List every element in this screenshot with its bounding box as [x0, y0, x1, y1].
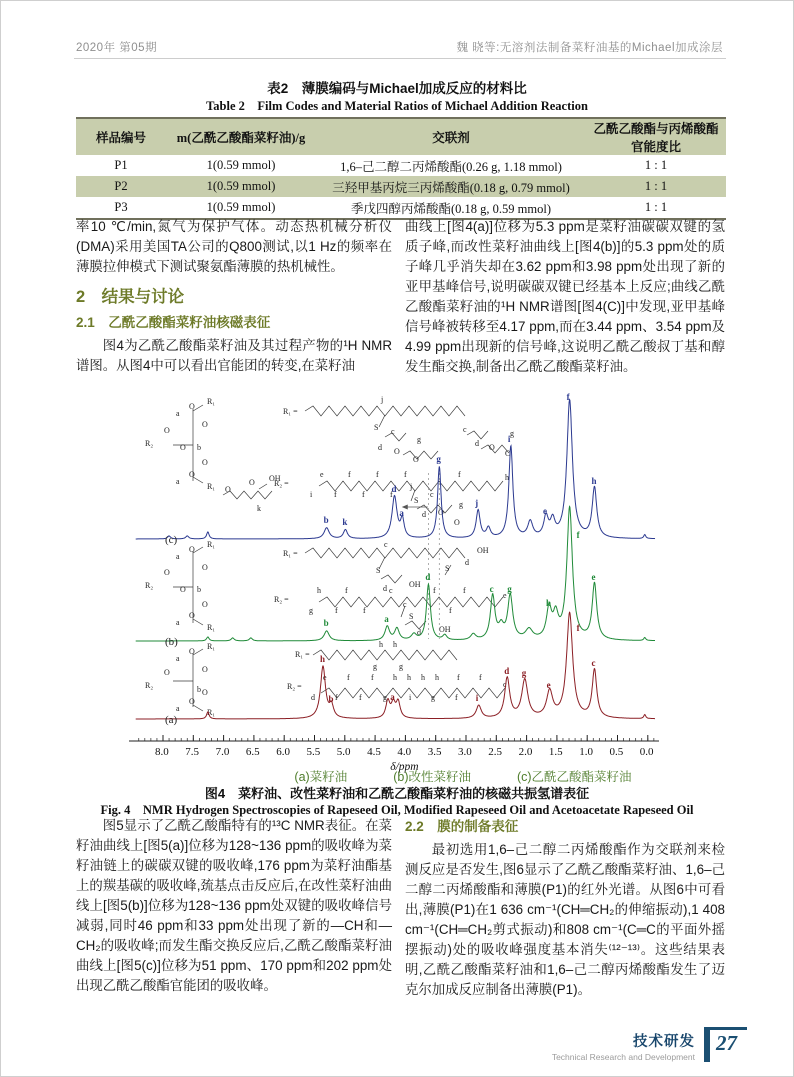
svg-text:f: f	[390, 490, 393, 499]
figure-caption-zh: 图4 菜籽油、改性菜籽油和乙酰乙酸酯菜籽油的核磁共振氢谱表征	[204, 786, 590, 801]
svg-text:h: h	[505, 473, 509, 482]
svg-text:R₂: R₂	[145, 439, 154, 448]
table-cell: P1	[114, 158, 128, 172]
svg-text:a: a	[176, 618, 180, 627]
table-header-cell: 样品编号	[76, 118, 166, 155]
column-bottom-left	[76, 816, 392, 996]
svg-text:f: f	[362, 490, 365, 499]
svg-text:f: f	[433, 586, 436, 595]
svg-text:h: h	[393, 673, 397, 682]
svg-text:c: c	[463, 425, 467, 434]
svg-text:O: O	[180, 585, 186, 594]
section-heading-2-2: 2.2 膜的制备表征	[405, 819, 519, 834]
svg-text:R₂ =: R₂ =	[287, 682, 302, 691]
journal-issue: 2020年 第05期	[76, 42, 158, 54]
svg-text:f: f	[458, 470, 461, 479]
paragraph: 曲线上[图4(a)]位移为5.3 ppm是菜籽油碳碳双键的氢质子峰,而改性菜籽油曲线上[图4(b)]的5.3 ppm处的质子峰几乎消失却在3.62 ppm和3.98 ppm处出现了新的亚甲基峰信号,说明碳碳双键已经基本上反应;曲线乙酰乙酸酯菜籽油的¹H NMR谱图[图4(C)]中发现,亚甲基峰信号峰被转移至4.17 ppm,而在3.44 ppm、3.54 ppm及4.99 ppm出现新的信号峰,这说明乙酰乙酸叔丁基和醇发生酯交换,制备出乙酰乙酸酯菜籽油。	[405, 219, 725, 374]
svg-text:d: d	[311, 693, 315, 702]
svg-text:3.0: 3.0	[458, 746, 472, 758]
svg-text:j: j	[475, 498, 479, 508]
svg-text:h: h	[407, 673, 411, 682]
svg-text:5.0: 5.0	[336, 746, 351, 758]
svg-text:a: a	[176, 552, 180, 561]
svg-text:d: d	[504, 666, 510, 676]
table-header-cell: 乙酰乙酸酯与丙烯酸酯官能度比	[586, 118, 726, 155]
svg-text:f: f	[457, 673, 460, 682]
table-row	[76, 197, 726, 219]
svg-text:O: O	[164, 568, 170, 577]
svg-text:O: O	[202, 420, 208, 429]
svg-text:b: b	[323, 618, 329, 628]
svg-text:1.0: 1.0	[579, 746, 593, 758]
svg-text:c: c	[503, 680, 507, 689]
svg-text:g: g	[431, 693, 435, 702]
svg-text:O: O	[202, 563, 208, 572]
svg-text:S: S	[376, 566, 381, 575]
series-caption-a: (a)菜籽油	[294, 770, 348, 784]
svg-text:f: f	[449, 606, 452, 615]
table-title-en: Table 2 Film Codes and Material Ratios of Michael Addition Reaction	[206, 99, 588, 113]
table-cell: 三羟甲基丙烷三丙烯酸酯(0.18 g, 0.79 mmol)	[332, 180, 570, 195]
svg-text:O: O	[249, 478, 255, 487]
column-top-left	[76, 217, 392, 376]
svg-text:R₁: R₁	[207, 708, 216, 717]
table-row	[76, 155, 726, 176]
table-cell: P2	[114, 179, 128, 193]
svg-text:d: d	[391, 484, 397, 494]
svg-text:a: a	[390, 692, 395, 702]
table-cell: 1 : 1	[644, 200, 668, 214]
svg-text:c: c	[391, 427, 395, 436]
svg-text:O: O	[202, 665, 208, 674]
svg-text:O: O	[438, 508, 444, 517]
svg-text:f: f	[359, 693, 362, 702]
svg-text:h: h	[421, 673, 425, 682]
svg-text:f: f	[576, 623, 580, 633]
svg-text:e: e	[542, 506, 547, 516]
svg-text:b: b	[328, 694, 334, 704]
svg-text:b: b	[197, 443, 201, 452]
svg-text:f: f	[376, 470, 379, 479]
svg-text:O: O	[164, 426, 170, 435]
svg-text:R₂: R₂	[145, 581, 154, 590]
table-cell: 1(0.59 mmol)	[206, 158, 276, 172]
nmr-trace-b	[136, 507, 655, 642]
svg-text:g: g	[510, 429, 514, 438]
svg-text:g: g	[417, 435, 421, 444]
svg-text:d: d	[378, 443, 382, 452]
svg-text:R₁: R₁	[207, 397, 216, 406]
figure-caption-en: Fig. 4 NMR Hydrogen Spectroscopies of Rapeseed Oil, Modified Rapeseed Oil and Acetoacetate Rapeseed Oil	[100, 803, 694, 817]
svg-text:j: j	[410, 482, 413, 491]
svg-text:OH: OH	[269, 474, 281, 483]
svg-text:O: O	[189, 647, 195, 656]
page-number-badge	[704, 1027, 747, 1062]
svg-text:c: c	[389, 586, 393, 595]
footer-section-en: Technical Research and Development	[551, 1052, 695, 1062]
page-footer	[552, 1027, 747, 1062]
svg-text:c: c	[591, 658, 596, 668]
svg-text:f: f	[334, 490, 337, 499]
svg-text:c: c	[384, 540, 388, 549]
svg-text:S: S	[445, 564, 450, 573]
svg-text:f: f	[348, 470, 351, 479]
svg-text:b: b	[197, 685, 201, 694]
svg-text:g: g	[383, 693, 387, 702]
svg-text:OH: OH	[477, 546, 489, 555]
svg-text:b: b	[197, 585, 201, 594]
svg-text:g: g	[521, 668, 527, 678]
paragraph: 图5显示了乙酰乙酸酯特有的¹³C NMR表征。在菜籽油曲线上[图5(a)]位移为128~136 ppm的吸收峰为菜籽油链上的碳碳双键的吸收峰,176 ppm为菜籽油酯基上的羰基碳的吸收峰,巯基点击反应后,在改性菜籽油曲线上[图5(b)]位移为128~136 ppm处双键的吸收峰信号减弱,同时46 ppm和33 ppm处出现了新的—CH和—CH₂的吸收峰;而发生酯交换反应后,乙酰乙酸酯菜籽油曲线上[图5(c)]位移为51 ppm、170 ppm和202 ppm处出现乙酰乙酸酯官能团的吸收峰。	[76, 818, 392, 993]
svg-text:f: f	[404, 470, 407, 479]
svg-text:c: c	[403, 600, 407, 609]
svg-text:R₂ =: R₂ =	[274, 595, 289, 604]
svg-text:OH: OH	[409, 580, 421, 589]
svg-text:f: f	[345, 586, 348, 595]
footer-section-zh: 技术研发	[633, 1034, 695, 1050]
svg-text:c: c	[430, 490, 434, 499]
svg-text:h: h	[319, 654, 325, 664]
svg-text:OH: OH	[439, 625, 451, 634]
svg-text:f: f	[576, 530, 580, 540]
svg-text:d: d	[465, 558, 469, 567]
svg-text:O: O	[189, 545, 195, 554]
svg-text:(a): (a)	[165, 714, 178, 726]
running-title: 魏 晓等:无溶剂法制备菜籽油基的Michael加成涂层	[456, 42, 723, 54]
svg-text:g: g	[507, 584, 512, 594]
table-cell: 1,6–己二醇二丙烯酸酯(0.26 g, 1.18 mmol)	[340, 159, 562, 174]
svg-text:8.0: 8.0	[155, 746, 169, 758]
svg-text:O: O	[489, 443, 495, 452]
svg-text:a: a	[176, 704, 180, 713]
table-header-cell: 交联剂	[316, 118, 586, 155]
svg-text:O: O	[164, 668, 170, 677]
svg-text:O: O	[189, 470, 195, 479]
svg-text:d: d	[475, 439, 479, 448]
column-top-right	[405, 217, 725, 377]
svg-text:f: f	[363, 606, 366, 615]
svg-text:h: h	[435, 673, 439, 682]
svg-text:f: f	[455, 693, 458, 702]
paragraph: 率10 ℃/min,氮气为保护气体。动态热机械分析仪(DMA)采用美国TA公司的Q800测试,以1 Hz的频率在薄膜拉伸模式下测试聚氨酯薄膜的热机械性。	[76, 219, 392, 274]
svg-text:R₁: R₁	[207, 482, 216, 491]
svg-text:i: i	[409, 693, 412, 702]
table-cell: 1 : 1	[644, 179, 668, 193]
svg-text:h: h	[546, 598, 552, 608]
svg-text:f: f	[335, 606, 338, 615]
svg-text:h: h	[591, 476, 597, 486]
svg-text:d: d	[422, 510, 426, 519]
svg-text:e: e	[320, 470, 324, 479]
svg-text:(c): (c)	[165, 534, 178, 546]
svg-text:k: k	[257, 504, 261, 513]
svg-text:O: O	[189, 611, 195, 620]
paragraph: 图4为乙酰乙酸酯菜籽油及其过程产物的¹H NMR谱图。从图4中可以看出官能团的转变,在菜籽油	[76, 338, 392, 373]
svg-text:g: g	[309, 606, 313, 615]
svg-text:O: O	[505, 449, 511, 458]
table-cell: 1(0.59 mmol)	[206, 200, 276, 214]
svg-text:R₁: R₁	[207, 540, 216, 549]
svg-text:5.5: 5.5	[306, 746, 321, 758]
series-caption-b: (b)改性菜籽油	[393, 770, 471, 784]
svg-text:R₁: R₁	[207, 642, 216, 651]
svg-text:O: O	[394, 447, 400, 456]
svg-text:S: S	[414, 496, 419, 505]
table-cell: P3	[114, 200, 128, 214]
svg-text:a: a	[176, 477, 180, 486]
svg-text:4.0: 4.0	[397, 746, 412, 758]
svg-text:S: S	[409, 612, 414, 621]
table-cell: 1 : 1	[644, 158, 668, 172]
svg-text:R₂ =: R₂ =	[274, 479, 289, 488]
svg-text:b: b	[323, 515, 329, 525]
series-caption-c: (c)乙酰乙酸酯菜籽油	[516, 770, 632, 784]
paragraph: 最初选用1,6–己二醇二丙烯酸酯作为交联剂来检测反应是否发生,图6显示了乙酰乙酸酯菜籽油、1,6–己二醇二丙烯酸酯和薄膜(P1)的红外光谱。从图6中可看出,薄膜(P1)在1 636 cm⁻¹(CH═CH₂的伸缩振动),1 408 cm⁻¹(CH═CH₂剪式振动)和808 cm⁻¹(C═C的平面外摇摆振动)处的吸收峰强度基本消失⁽¹²⁻¹³⁾。这些结果表明,乙酰乙酸酯菜籽油和1,6–己二醇丙烯酸酯发生了迈克尔加成反应制备出薄膜(P1)。	[405, 842, 725, 997]
materials-table	[76, 117, 726, 220]
svg-text:h: h	[393, 640, 397, 649]
svg-text:R₁: R₁	[207, 623, 216, 632]
svg-text:k: k	[342, 517, 348, 527]
svg-text:0.5: 0.5	[609, 746, 624, 758]
svg-text:O: O	[202, 600, 208, 609]
svg-text:i: i	[507, 434, 511, 444]
svg-text:(b): (b)	[165, 636, 178, 648]
svg-text:g: g	[436, 454, 441, 464]
svg-text:a: a	[176, 409, 180, 418]
svg-text:a: a	[399, 508, 404, 518]
svg-text:0.0: 0.0	[639, 746, 654, 758]
table-title-zh: 表2 薄膜编码与Michael加成反应的材料比	[267, 81, 527, 96]
svg-text:R₂: R₂	[145, 681, 154, 690]
svg-text:O: O	[189, 402, 195, 411]
section-heading-2: 2 结果与讨论	[76, 288, 185, 306]
svg-text:d: d	[383, 584, 387, 593]
page-number: 27	[716, 1031, 737, 1055]
nmr-trace-c	[136, 400, 655, 539]
svg-text:7.0: 7.0	[215, 746, 230, 758]
header-rule	[74, 58, 726, 59]
svg-text:O: O	[225, 485, 231, 494]
svg-text:S: S	[374, 423, 379, 432]
table-row	[76, 176, 726, 197]
table-header-cell: m(乙酰乙酸酯菜籽油)/g	[166, 118, 316, 155]
svg-text:O: O	[202, 688, 208, 697]
table-cell: 季戊四醇丙烯酸酯(0.18 g, 0.59 mmol)	[351, 201, 551, 216]
svg-text:O: O	[180, 443, 186, 452]
svg-text:R₁ =: R₁ =	[283, 407, 298, 416]
svg-text:2.5: 2.5	[488, 746, 503, 758]
table-cell: 1(0.59 mmol)	[206, 179, 276, 193]
svg-text:j: j	[381, 395, 384, 404]
svg-text:f: f	[566, 392, 570, 402]
section-heading-2-1: 2.1 乙酰乙酸酯菜籽油核磁表征	[76, 315, 271, 330]
svg-text:e: e	[503, 591, 507, 600]
svg-text:f: f	[371, 673, 374, 682]
column-bottom-right	[405, 816, 725, 1000]
svg-text:e: e	[591, 572, 596, 582]
svg-text:g: g	[373, 662, 377, 671]
svg-text:3.5: 3.5	[427, 746, 442, 758]
svg-text:a: a	[176, 654, 180, 663]
svg-text:e: e	[546, 680, 551, 690]
svg-text:h: h	[379, 640, 383, 649]
svg-text:d: d	[425, 572, 431, 582]
svg-text:R₁ =: R₁ =	[283, 549, 298, 558]
svg-text:O: O	[413, 455, 419, 464]
svg-text:7.5: 7.5	[185, 746, 200, 758]
svg-text:δ/ppm: δ/ppm	[390, 761, 419, 773]
svg-text:O: O	[189, 697, 195, 706]
svg-text:e: e	[323, 673, 327, 682]
svg-text:6.5: 6.5	[245, 746, 260, 758]
svg-text:R₁ =: R₁ =	[295, 650, 310, 659]
svg-text:O: O	[202, 458, 208, 467]
svg-text:4.5: 4.5	[367, 746, 381, 758]
svg-text:i: i	[475, 693, 479, 703]
svg-text:g: g	[399, 662, 403, 671]
svg-text:f: f	[479, 673, 482, 682]
svg-text:2.0: 2.0	[518, 746, 533, 758]
nmr-figure	[73, 389, 728, 774]
svg-text:h: h	[317, 586, 321, 595]
svg-text:O: O	[454, 518, 460, 527]
svg-text:c: c	[489, 584, 494, 594]
svg-text:1.5: 1.5	[548, 746, 563, 758]
svg-text:d: d	[417, 628, 421, 637]
svg-text:f: f	[347, 673, 350, 682]
svg-text:g: g	[459, 500, 463, 509]
svg-text:f: f	[335, 693, 338, 702]
svg-text:f: f	[463, 586, 466, 595]
svg-text:a: a	[384, 614, 389, 624]
svg-text:6.0: 6.0	[276, 746, 290, 758]
svg-text:i: i	[310, 490, 313, 499]
